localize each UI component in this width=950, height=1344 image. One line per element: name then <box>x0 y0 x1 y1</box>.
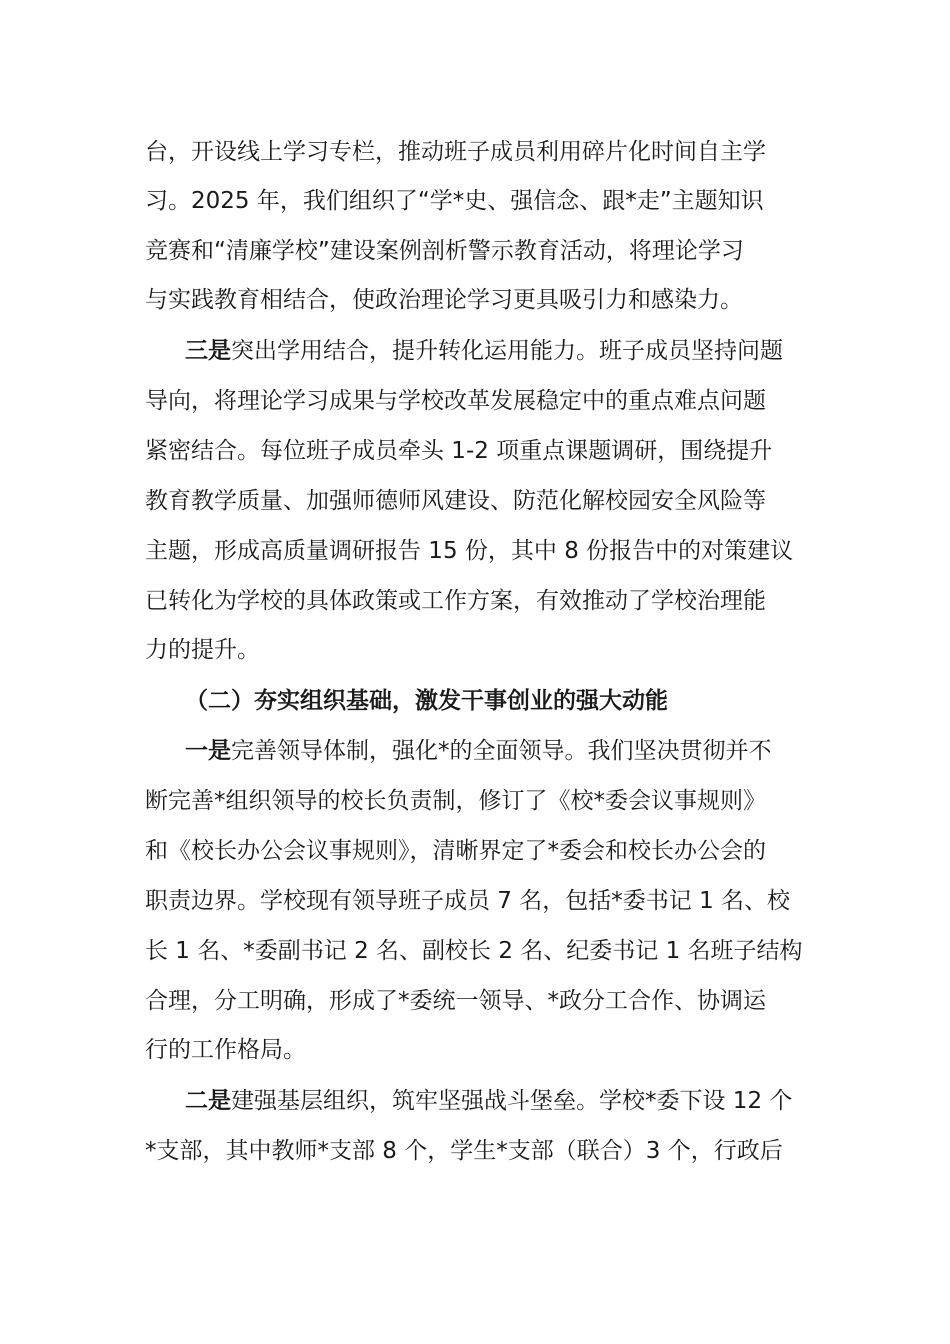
text-line: 力的提升。 <box>145 637 260 663</box>
text-line: 断完善*组织领导的校长负责制，修订了《校*委会议事规则》 <box>145 788 766 814</box>
text-line: 和《校长办公会议事规则》，清晰界定了*委会和校长办公会的 <box>145 838 766 864</box>
paragraph-lead: 二是 <box>185 1088 231 1114</box>
text-line: 合理，分工明确，形成了*委统一领导、*政分工合作、协调运 <box>145 988 766 1014</box>
text-line: 教育教学质量、加强师德师风建设、防范化解校园安全风险等 <box>145 488 766 514</box>
text-line: 职责边界。学校现有领导班子成员 7 名，包括*委书记 1 名、校 <box>145 888 791 914</box>
paragraph-lead: 一是 <box>185 738 231 764</box>
text-line: *支部，其中教师*支部 8 个，学生*支部（联合）3 个，行政后 <box>145 1138 783 1164</box>
paragraph-lead: 三是 <box>185 338 231 364</box>
text-line: 台，开设线上学习专栏，推动班子成员利用碎片化时间自主学 <box>145 139 766 165</box>
paragraph-first-line <box>185 726 772 776</box>
paragraph-first-line <box>185 326 783 376</box>
text-line: 习。2025 年，我们组织了“学*史、强信念、跟*走”主题知识 <box>145 188 764 214</box>
text-span: 突出学用结合，提升转化运用能力。班子成员坚持问题 <box>231 338 783 364</box>
text-line: 紧密结合。每位班子成员牵头 1-2 项重点课题调研，围绕提升 <box>145 438 773 464</box>
text-line: 主题，形成高质量调研报告 15 份，其中 8 份报告中的对策建议 <box>145 538 794 564</box>
text-line: 长 1 名、*委副书记 2 名、副校长 2 名、纪委书记 1 名班子结构 <box>145 938 803 964</box>
text-line: 导向，将理论学习成果与学校改革发展稳定中的重点难点问题 <box>145 388 766 414</box>
text-span: 建强基层组织，筑牢坚强战斗堡垒。学校*委下设 12 个 <box>231 1088 793 1114</box>
paragraph-first-line <box>185 1076 792 1126</box>
text-line: 已转化为学校的具体政策或工作方案，有效推动了学校治理能 <box>145 588 766 614</box>
section-heading: （二）夯实组织基础，激发干事创业的强大动能 <box>185 688 668 714</box>
text-line: 竞赛和“清廉学校”建设案例剖析警示教育活动，将理论学习 <box>145 238 744 264</box>
text-span: 完善领导体制，强化*的全面领导。我们坚决贯彻并不 <box>231 738 772 764</box>
text-line: 与实践教育相结合，使政治理论学习更具吸引力和感染力。 <box>145 287 743 313</box>
text-line: 行的工作格局。 <box>145 1037 306 1063</box>
